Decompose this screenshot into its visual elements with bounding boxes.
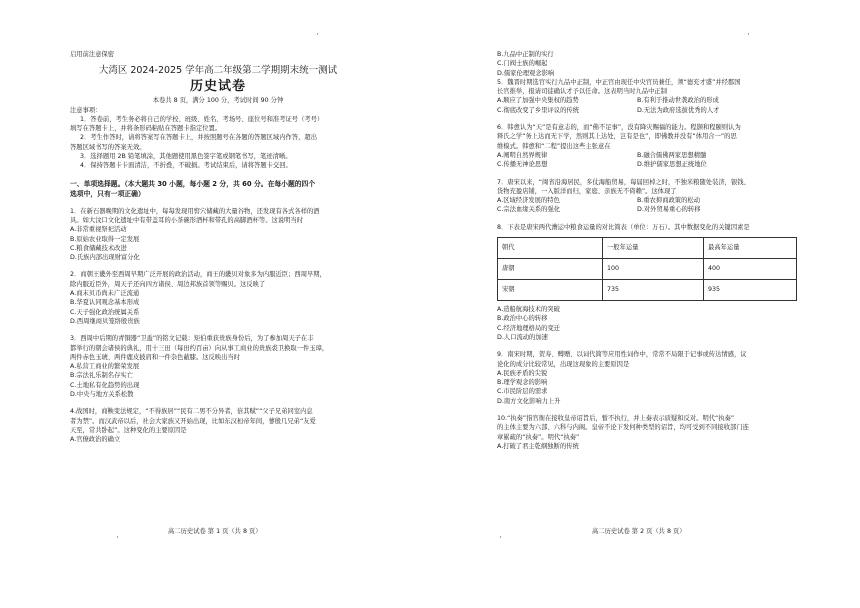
question-9-stem [497,350,797,369]
question-line: 释氏之学“务上达而无下学，然则其上达处，岂有是也”，即佛教并没有“体用合一”的思 [497,133,737,141]
question-6-option: C.传播无神论思想 [497,161,548,169]
question-7-option: A.区域经济发展的特色 [497,197,560,205]
page-2-footer: 高二历史试卷 第 2 页（共 8 页） [592,528,686,535]
question-6-option: A.阐明自然界规律 [497,151,548,159]
question-9-option: A.民族矛盾的尖锐 [497,369,548,377]
confidential-note: 启用前注意保密 [70,51,115,58]
question-line: 7．唐宋以来，“闽省沿海居民，多仗海船贸易，每届回棹之时，不独米粮随处装济，银钱、 [497,178,750,186]
table-header-row [498,238,797,259]
table-cell: 735 [603,280,704,301]
question-5-stem [497,78,797,97]
question-line: 5．魏晋时期选官实行九品中正制，中正官由现任中央官员兼任，须“德充才盛”并经郡国 [497,78,741,86]
question-5-option-row [497,96,797,105]
question-line: 维模式。韩愈和“二程”提出这些主张意在 [497,142,611,150]
question-3-stem [70,334,366,362]
question-8-option: C.经济地理格局的变迁 [497,324,561,332]
question-7-stem [497,178,797,197]
question-7-option: C.宗法血缘关系的强化 [497,206,561,214]
grain-transport-table [497,237,797,301]
question-9-option: D.南方文化影响力上升 [497,397,561,405]
question-7-option-row [497,205,797,214]
question-line: 3．西周中后期的青铜器“卫盉”的铭文记载：矩伯重获贵族身份后，为了参加周天子在丰 [70,335,314,343]
table-header-cell: 最高年运量 [704,238,797,259]
question-1-option: D.氏族内部出现财富分化 [70,254,140,262]
note-line: 1．答卷前，考生务必将自己的学校、班级、姓名、考场号、座位号和准考证号（考号） [80,115,324,123]
question-4-option: C.门阀士族的崛起 [497,60,548,68]
question-3-option: C.土地私有化趋势的出现 [70,381,140,389]
question-6-option-row [497,151,797,160]
table-row [498,280,797,301]
question-6-stem [497,123,797,151]
table-row [498,259,797,280]
scan-dot: · [499,533,502,543]
question-line: 2．商朝王畿外至西周早期广泛开展的政治活动，商王的畿贝对象多为内服近臣；西周早期， [70,271,326,279]
question-line: 具。如大汶口文化遗址中有带盖耳的小茶碗形酒杯和带孔的高脚酒杯等。这说明当时 [70,216,303,224]
note-line: 4．保持答题卡卡面清洁，不折叠，不破损。考试结束后，请将答题卡交回。 [80,162,292,170]
question-line: 1．在新石器晚期的文化遗址中，每每发现用窖穴储藏的大量谷物，还发现有各式各样的酒 [70,207,320,215]
question-2-stem [70,270,366,289]
question-9-option: C.市民阶层的需求 [497,388,548,396]
question-4-option: D.儒家伦理观念影响 [497,69,555,77]
question-3-option: A.私营工商业的繁荣发展 [70,363,140,371]
question-1-option: C.粮食储藏技术改进 [70,244,127,252]
scan-dot: · [316,30,319,40]
table-header-cell: 朝代 [498,238,603,259]
question-5-option-row [497,106,797,115]
question-line: 者为禁”。而汉武帝以后，社会大家族又开始出现，比如东汉桓帝年间，蓼殷几兄弟“友爱 [70,417,316,425]
question-7-option: B.重农抑商政策的松动 [637,197,700,205]
note-line: 填写在答题卡上，并将条形码粘贴在答题卡指定位置。 [70,125,222,133]
question-2-option: A.商末贝币尚未广泛流通 [70,290,140,298]
exam-title: 大湾区 2024-2025 学年高二年级第二学期期末统一测试 [98,65,338,77]
table-cell: 宋朝 [498,280,603,301]
note-line: 2．考生作答时，请将答案写在答题卡上，并按照题号在各题的答题区域内作答，超出 [80,134,317,142]
question-line: 长官推举，报请司徒确认才予以任命。这表明当时九品中正制 [497,88,668,96]
question-5-option: C.彻底改变了乡里评议的传统 [497,106,579,114]
question-8-option: B.政治中心的转移 [497,315,548,323]
table-cell: 400 [704,259,797,280]
question-2-option: C.天子强化政治统属关系 [70,308,140,316]
question-line: 两件赤色玉琥、两件鹿皮披肩和一件杂色蔽膝。这反映出当时 [70,353,241,361]
table-cell: 100 [603,259,704,280]
exam-meta: 本卷共 8 页，满分 100 分，考试时间 90 分钟 [152,97,284,105]
question-3-option: D.中央与地方关系松散 [70,391,134,399]
question-1-option: A.非常重视祭祀活动 [70,226,127,234]
page-2-column [497,50,797,451]
question-5-option: B.有利于推动世袭政治的形成 [637,97,719,105]
table-cell: 935 [704,280,797,301]
scan-dot: · [747,30,750,40]
page-1-footer: 高二历史试卷 第 1 页（共 8 页） [168,528,262,535]
question-line: 都举行的朝会诸侯的典礼，用十三田（每田约百亩）向从事工商业的贵族裘卫换取一件玉璋， [70,344,329,352]
question-10-option: A.打破了君主乾纲独断的传统 [497,442,579,450]
question-line: 货物充盈店铺，一入版洋而归，家庭、亲族无不倚赖”。这体现了 [497,187,677,195]
question-8-option: D.人口流动的加速 [497,333,548,341]
scan-dot: · [116,533,119,543]
question-7-option-row [497,196,797,205]
note-line: 3．选择题用 2B 铅笔填涂，其他题使用黑色签字笔或钢笔书写，笔迹清晰。 [80,153,292,161]
subject-title: 历史试卷 [189,79,246,95]
question-line: 9．南宋时期，贺寿、赙赠、以词代简等应用性词作中，常常不局限于记事或传达情感，议 [497,351,747,359]
question-2-option: B.华夏认同观念基本形成 [70,299,140,307]
table-header-cell: 一般年运量 [603,238,704,259]
question-8-option: A.造船航海技术的突破 [497,306,560,314]
question-4-option: A.官僚政治的确立 [70,436,121,444]
question-1-option: B.原始农业取得一定发展 [70,235,140,243]
question-line: 10.“执奏”指官衙在接收皇帝诏旨后，暂不执行，并上奏表示质疑和反对。明代“执奏” [497,415,735,423]
notes-heading: 注意事项： [70,106,102,114]
question-10-stem [497,414,797,442]
question-1-stem [70,207,366,226]
question-4-stem [70,407,366,435]
question-line: 4.战国时，商鞅变法规定，“不得族居”“民有二男不分异者，倍其赋”“父子兄弟同室内息 [70,408,313,416]
question-7-option: D.对外贸易重心的转移 [637,206,701,214]
section-heading: 一、单项选择题。（本大题共 30 小题，每小题 2 分，共 60 分。在每小题的四个 [70,179,316,188]
question-2-option: D.西周继商贝笼络殷贵族 [70,317,140,325]
question-6-option: B.融合儒佛两家思想精髓 [637,151,707,159]
section-heading-cont: 选项中，只有一项正确） [70,189,145,198]
question-8-stem: 8．下表是唐宋两代漕运中粮食运量的对比简表（单位：万石）。其中数据变化的关键因素是 [497,223,750,231]
question-line: 天至，常共卧起”。这种变化的主要原因是 [70,426,187,434]
question-line: 除内服近臣外，周天子还向四方诸侯、周边邦族首领等赐贝。这反映了 [70,280,266,288]
question-6-option-row [497,160,797,169]
question-line: 的主体主要为六部、六科与内阁。皇帝不论下发何种类型的诏旨，均可受到不同接收部门连 [497,424,749,432]
note-line: 答题区域书写的答案无效。 [70,143,146,151]
question-3-option: B.宗法礼乐制名存实亡 [70,372,133,380]
page-1-column [70,50,366,445]
question-5-option: D.无法为政府选拔优秀的人才 [637,106,720,114]
question-line: 章累疏的“执奏”。明代“执奏” [497,433,580,441]
question-5-option: A.顺应了加强中央集权的趋势 [497,97,579,105]
question-line: 论化的成分比较常见，出现这现象的主要原因是 [497,360,630,368]
question-6-option: D.维护儒家思想正统地位 [637,161,707,169]
question-4-option: B.九品中正制的实行 [497,51,554,58]
question-9-option: B.理学观念的影响 [497,379,548,387]
question-line: 6．韩愈认为“天”是有意志的，而“佛不足事”，没有降灾赐福的能力。程颢和程颐则认为 [497,124,741,132]
table-cell: 唐朝 [498,259,603,280]
